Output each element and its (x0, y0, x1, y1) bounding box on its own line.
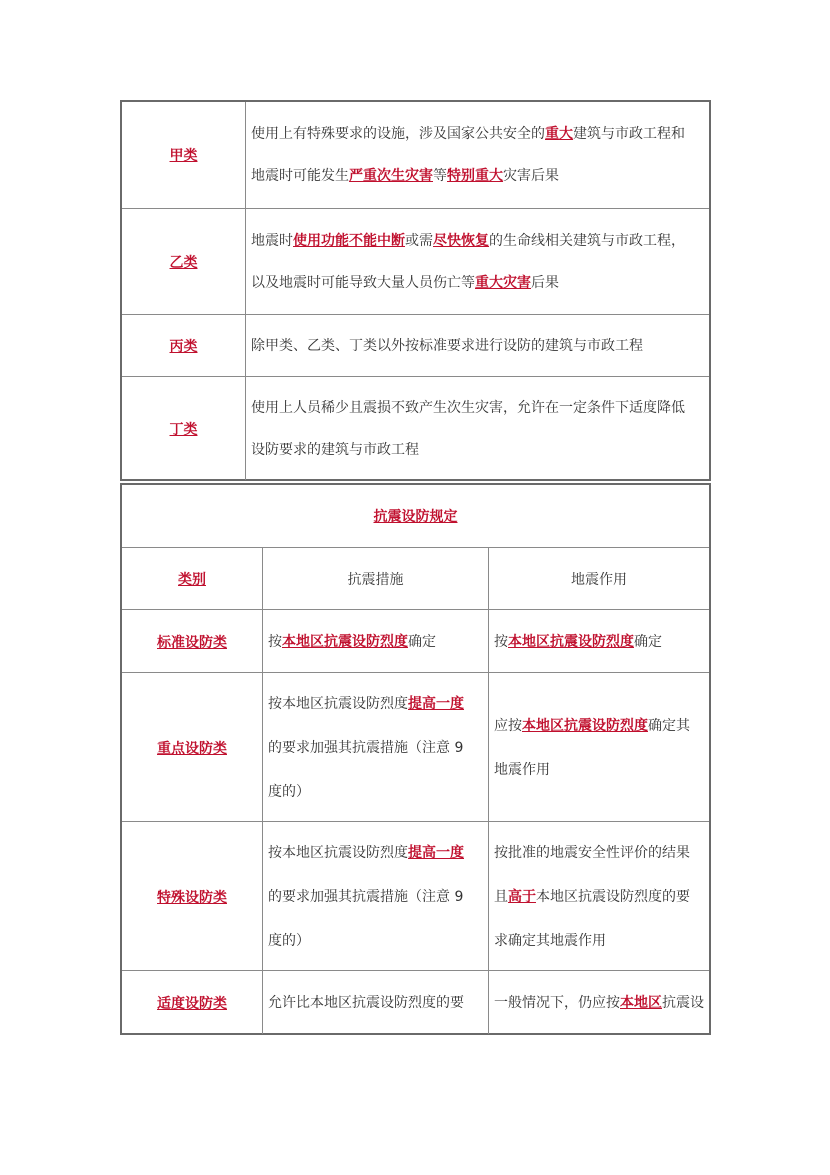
category-cell (122, 315, 246, 377)
text-segment: 设防要求的建筑与市政工程 (251, 441, 419, 458)
cell-line (494, 875, 705, 919)
text-segment: 且 (494, 888, 508, 905)
text-segment: 的要求加强其抗震措施（注意 9 (268, 739, 464, 756)
table-row (122, 314, 709, 377)
description-line (251, 429, 703, 471)
header-cell (489, 548, 709, 610)
text-segment: 按批准的地震安全性评价的结果 (494, 844, 690, 861)
table-row (122, 376, 709, 480)
seismic-classification-table (120, 100, 711, 481)
highlight-link[interactable]: 尽快恢复 (433, 233, 489, 249)
table-title[interactable]: 抗震设防规定 (373, 509, 458, 525)
category-cell (122, 377, 246, 480)
category-link[interactable]: 丁类 (169, 421, 198, 438)
cell-line (494, 981, 705, 1025)
table-row (122, 609, 709, 673)
text-segment: 地震作用 (494, 761, 550, 778)
highlight-link[interactable]: 本地区抗震设防烈度 (282, 633, 408, 650)
highlight-link[interactable]: 本地区抗震设防烈度 (508, 633, 634, 650)
cell-line (494, 919, 705, 963)
measures-cell (263, 971, 489, 1034)
text-segment: 抗震设 (662, 994, 704, 1011)
highlight-link[interactable]: 使用功能不能中断 (293, 233, 405, 249)
header-measures: 抗震措施 (347, 572, 404, 588)
header-cell (263, 548, 489, 610)
cell-line (268, 831, 484, 875)
table-header-row (122, 547, 709, 610)
cell-line (268, 981, 484, 1025)
cell-line (494, 704, 705, 748)
cell-line (268, 919, 484, 963)
header-action: 地震作用 (571, 572, 627, 588)
category-cell (122, 971, 263, 1034)
category-link[interactable]: 乙类 (169, 255, 198, 271)
category-cell (122, 209, 246, 315)
text-segment: 度的） (268, 783, 310, 800)
text-segment: 建筑与市政工程和 (573, 126, 685, 142)
text-segment: 使用上有特殊要求的设施，涉及国家公共安全的 (251, 126, 545, 142)
measures-cell (263, 673, 489, 822)
description-cell (251, 377, 703, 480)
category-link[interactable]: 丙类 (169, 339, 198, 355)
header-category[interactable]: 类别 (178, 572, 206, 588)
category-cell (122, 822, 263, 971)
category-link[interactable]: 特殊设防类 (157, 889, 227, 906)
description-cell (251, 209, 703, 315)
text-segment: 地震时 (251, 233, 293, 249)
description-cell (251, 102, 703, 208)
action-cell (489, 822, 709, 971)
text-segment: 后果 (531, 275, 559, 291)
text-segment: 应按 (494, 717, 522, 734)
highlight-link[interactable]: 提高一度 (408, 695, 464, 712)
action-cell (489, 610, 709, 673)
text-segment: 按本地区抗震设防烈度 (268, 695, 408, 712)
cell-line (268, 620, 484, 664)
text-segment: 地震时可能发生 (251, 168, 349, 184)
fortification-rules-table (120, 483, 711, 1035)
text-segment: 灾害后果 (503, 168, 559, 184)
table-row (122, 208, 709, 315)
category-link[interactable]: 适度设防类 (157, 995, 227, 1012)
text-segment: 本地区抗震设防烈度的要 (536, 888, 690, 905)
text-segment: 以及地震时可能导致大量人员伤亡等 (251, 275, 475, 291)
highlight-link[interactable]: 本地区抗震设防烈度 (522, 717, 648, 734)
table-row (122, 102, 709, 208)
table-title-cell (122, 485, 709, 547)
text-segment: 确定其 (648, 717, 690, 734)
category-link[interactable]: 甲类 (169, 148, 198, 164)
text-segment: 确定 (408, 633, 436, 650)
text-segment: 的要求加强其抗震措施（注意 9 (268, 888, 464, 905)
cell-line (268, 726, 484, 770)
highlight-link[interactable]: 提高一度 (408, 844, 464, 861)
highlight-link[interactable]: 严重次生灾害 (349, 168, 433, 184)
cell-line (494, 748, 705, 792)
description-cell (251, 315, 703, 377)
cell-line (268, 875, 484, 919)
description-line (251, 387, 703, 429)
highlight-link[interactable]: 重大灾害 (475, 275, 531, 291)
cell-line (268, 682, 484, 726)
text-segment: 度的） (268, 932, 310, 949)
measures-cell (263, 610, 489, 673)
text-segment: 的生命线相关建筑与市政工程， (489, 233, 685, 249)
text-segment: 除甲类、乙类、丁类以外按标准要求进行设防的建筑与市政工程 (251, 338, 643, 354)
action-cell (489, 971, 709, 1034)
text-segment: 按 (268, 633, 282, 650)
description-line (251, 262, 703, 304)
cell-line (268, 770, 484, 814)
description-line (251, 220, 703, 262)
description-line (251, 113, 703, 155)
cell-line (494, 831, 705, 875)
action-cell (489, 673, 709, 822)
table-row (122, 672, 709, 822)
measures-cell (263, 822, 489, 971)
header-cell (122, 548, 263, 610)
text-segment: 确定 (634, 633, 662, 650)
category-link[interactable]: 重点设防类 (157, 740, 227, 757)
category-cell (122, 673, 263, 822)
text-segment: 等 (433, 168, 447, 184)
text-segment: 一般情况下，仍应按 (494, 994, 620, 1011)
description-line (251, 155, 703, 197)
category-cell (122, 102, 246, 208)
text-segment: 或需 (405, 233, 433, 249)
table-row (122, 970, 709, 1034)
highlight-link[interactable]: 本地区 (620, 994, 662, 1011)
highlight-link[interactable]: 高于 (508, 888, 536, 905)
text-segment: 按本地区抗震设防烈度 (268, 844, 408, 861)
text-segment: 允许比本地区抗震设防烈度的要 (268, 994, 464, 1011)
text-segment: 使用上人员稀少且震损不致产生次生灾害，允许在一定条件下适度降低 (251, 399, 685, 416)
category-link[interactable]: 标准设防类 (157, 634, 227, 651)
cell-line (494, 620, 705, 664)
table-row (122, 821, 709, 971)
text-segment: 按 (494, 633, 508, 650)
description-line (251, 325, 703, 367)
text-segment: 求确定其地震作用 (494, 932, 606, 949)
highlight-link[interactable]: 特别重大 (447, 168, 503, 184)
highlight-link[interactable]: 重大 (545, 126, 573, 142)
category-cell (122, 610, 263, 673)
